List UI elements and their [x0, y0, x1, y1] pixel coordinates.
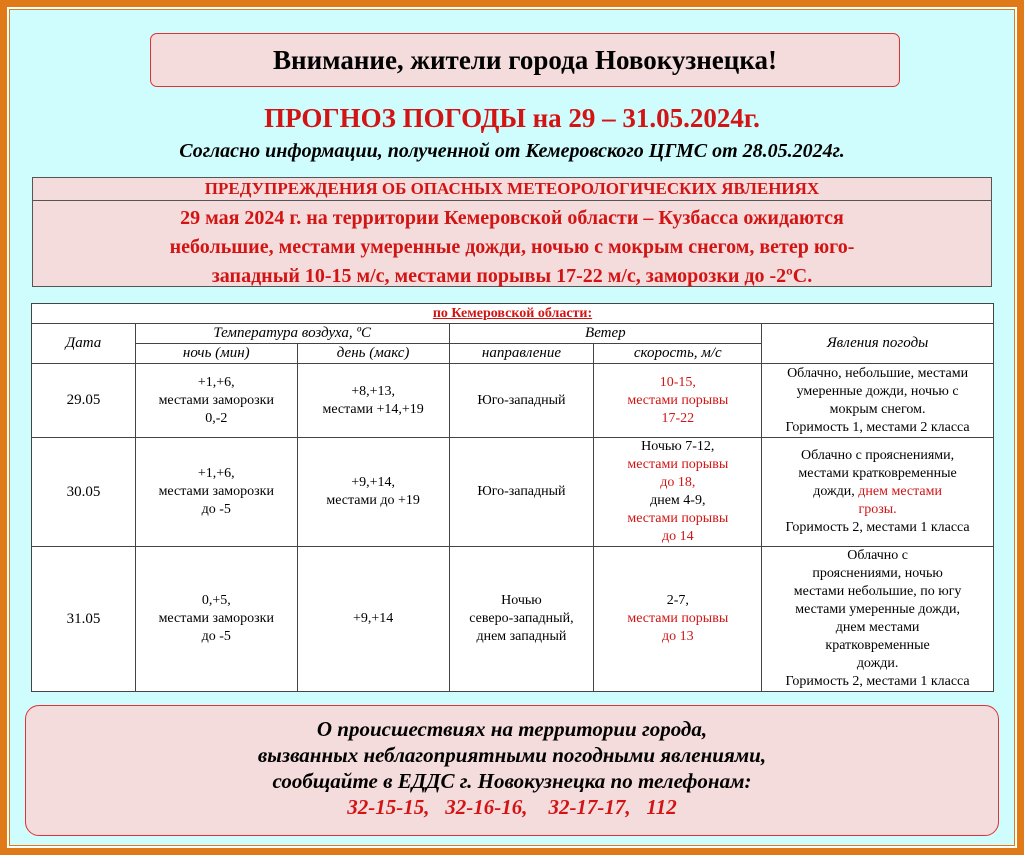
cell-line: умеренные дожди, ночью с: [796, 383, 959, 399]
cell-line: +9,+14: [352, 611, 394, 626]
header-temperature: Температура воздуха, ºС: [135, 324, 449, 344]
cell-line: Облачно с: [847, 548, 908, 563]
row-wind-speed: [594, 364, 762, 438]
cell-line: 10-15,: [659, 374, 696, 390]
forecast-subtitle: Согласно информации, полученной от Кемеровского ЦГМС от 28.05.2024г.: [179, 140, 845, 162]
row-wind-direction: [449, 438, 594, 547]
cell-line: местами порывы: [627, 611, 729, 626]
header-direction: направление: [449, 344, 594, 364]
cell-line: Ночью: [501, 593, 542, 608]
cell-line: дожди.: [856, 656, 899, 671]
cell-line: [764, 483, 991, 501]
header-speed: скорость, м/с: [594, 344, 762, 364]
cell-line: до -5: [201, 502, 231, 517]
cell-line: грозы.: [858, 502, 897, 517]
header-day: день (макс): [297, 344, 449, 364]
header-phenomena: Явления погоды: [762, 324, 994, 364]
region-header: [32, 304, 994, 324]
cell-line: Юго-западный: [477, 392, 566, 408]
header-night: ночь (мин): [135, 344, 297, 364]
cell-line: прояснениями, ночью: [812, 566, 943, 581]
row-night-temp: [135, 547, 297, 692]
cell-line: до 14: [661, 529, 694, 544]
forecast-table: [31, 303, 994, 692]
row-wind-direction: [449, 547, 594, 692]
header-date: Дата: [32, 324, 136, 364]
warning-line: 29 мая 2024 г. на территории Кемеровской области – Кузбасса ожидаются: [180, 207, 844, 229]
row-date: 31.05: [32, 547, 136, 692]
cell-line: +8,+13,: [351, 383, 395, 399]
row-date: 29.05: [32, 364, 136, 438]
cell-line: 0,-2: [205, 410, 228, 426]
row-date: 30.05: [32, 438, 136, 547]
cell-line: местами заморозки: [158, 484, 274, 499]
forecast-title: ПРОГНОЗ ПОГОДЫ на 29 – 31.05.2024г.: [264, 103, 760, 133]
cell-line: местами до +19: [326, 493, 420, 508]
emergency-contact-box: [25, 705, 999, 836]
cell-text: дожди,: [813, 484, 859, 499]
cell-line: до 18,: [660, 475, 696, 490]
cell-line: Облачно с прояснениями,: [801, 448, 955, 463]
cell-line: Юго-западный: [477, 484, 566, 499]
cell-line: местами заморозки: [158, 392, 274, 408]
cell-line: днем местами: [835, 620, 920, 635]
cell-line: 0,+5,: [201, 593, 231, 608]
footer-line: сообщайте в ЕДДС г. Новокузнецка по телефонам:: [272, 769, 752, 793]
row-day-temp: [297, 547, 449, 692]
emergency-phones: 32-15-15, 32-16-16, 32-17-17, 112: [347, 795, 677, 819]
warning-body: [32, 201, 992, 287]
footer-line: вызванных неблагоприятными погодными явлениями,: [257, 743, 767, 767]
warning-line: западный 10-15 м/с, местами порывы 17-22 м/с, заморозки до -2ºС.: [211, 265, 813, 287]
row-phenomena: [762, 547, 994, 692]
row-wind-speed: [594, 438, 762, 547]
cell-line: Облачно, небольшие, местами: [787, 365, 969, 381]
cell-line: кратковременные: [825, 638, 930, 653]
cell-line: до 13: [661, 629, 694, 644]
cell-line: 2-7,: [666, 593, 689, 608]
cell-line: +1,+6,: [197, 374, 235, 390]
cell-line: днем 4-9,: [650, 493, 706, 508]
attention-text: Внимание, жители города Новокузнецка!: [273, 44, 777, 75]
cell-line: днем западный: [476, 629, 567, 644]
cell-line: местами небольшие, по югу: [793, 584, 962, 599]
row-wind-direction: [449, 364, 594, 438]
cell-line: Горимость 2, местами 1 класса: [785, 520, 970, 535]
row-night-temp: [135, 438, 297, 547]
cell-line: мокрым снегом.: [829, 401, 926, 417]
table-row: [32, 364, 994, 438]
cell-line: местами порывы: [627, 457, 729, 472]
cell-line: +1,+6,: [197, 466, 235, 481]
cell-line: 17-22: [661, 410, 695, 426]
cell-line: местами порывы: [627, 511, 729, 526]
cell-line: Ночью 7-12,: [641, 439, 715, 454]
cell-line: до -5: [201, 629, 231, 644]
warning-heading: ПРЕДУПРЕЖДЕНИЯ ОБ ОПАСНЫХ МЕТЕОРОЛОГИЧЕСКИХ ЯВЛЕНИЯХ: [32, 177, 992, 201]
cell-line: местами кратковременные: [798, 466, 957, 481]
region-label: по Кемеровской области:: [432, 305, 593, 321]
table-row: [32, 438, 994, 547]
cell-line: северо-западный,: [469, 611, 574, 626]
cell-line: Горимость 2, местами 1 класса: [785, 674, 970, 689]
cell-line: местами порывы: [627, 392, 729, 408]
footer-line: О происшествиях на территории города,: [316, 717, 708, 741]
table-row: [32, 547, 994, 692]
cell-text-red: днем местами: [858, 484, 942, 499]
attention-banner: [150, 33, 900, 87]
row-day-temp: [297, 438, 449, 547]
warning-line: небольшие, местами умеренные дожди, ночью с мокрым снегом, ветер юго-: [169, 236, 855, 258]
cell-line: Горимость 1, местами 2 класса: [785, 419, 970, 435]
row-phenomena: [762, 438, 994, 547]
cell-line: местами заморозки: [158, 611, 274, 626]
row-day-temp: [297, 364, 449, 438]
cell-line: +9,+14,: [351, 475, 395, 490]
row-night-temp: [135, 364, 297, 438]
row-phenomena: [762, 364, 994, 438]
row-wind-speed: [594, 547, 762, 692]
cell-line: местами +14,+19: [322, 401, 424, 417]
header-wind: Ветер: [449, 324, 762, 344]
cell-line: местами умеренные дожди,: [795, 602, 960, 617]
